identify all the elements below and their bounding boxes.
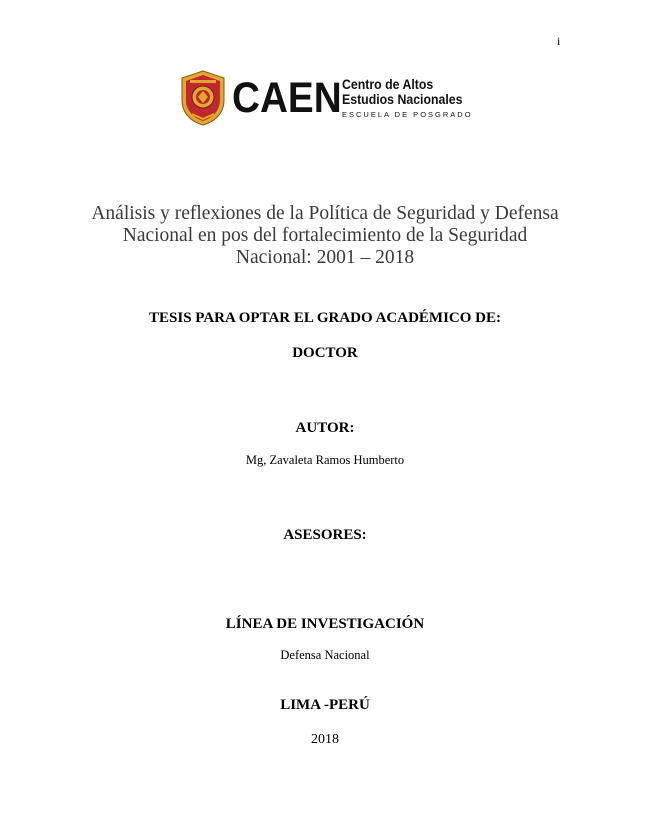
logo-wordmark: CAEN bbox=[232, 73, 342, 122]
author-label: AUTOR: bbox=[295, 420, 355, 436]
logo-institution-name bbox=[342, 77, 479, 119]
logo-line-1: Centro de Altos bbox=[342, 76, 434, 92]
title-line-3: Nacional: 2001 – 2018 bbox=[235, 247, 415, 268]
caen-seal-icon bbox=[180, 70, 226, 126]
advisors-label: ASESORES: bbox=[283, 527, 367, 543]
author-name: Mg, Zavaleta Ramos Humberto bbox=[245, 453, 405, 467]
year: 2018 bbox=[311, 732, 339, 747]
caen-logo bbox=[180, 68, 479, 128]
degree-name: DOCTOR bbox=[292, 345, 358, 361]
title-line-1: Análisis y reflexiones de la Política de Seguridad y Defensa bbox=[91, 203, 559, 224]
thesis-degree-label: TESIS PARA OPTAR EL GRADO ACADÉMICO DE: bbox=[149, 310, 501, 326]
thesis-title bbox=[0, 203, 650, 269]
research-line-label: LÍNEA DE INVESTIGACIÓN bbox=[225, 616, 425, 632]
logo-line-2: Estudios Nacionales bbox=[342, 91, 463, 107]
location: LIMA -PERÚ bbox=[280, 697, 370, 713]
logo-subline: ESCUELA DE POSGRADO bbox=[342, 110, 473, 119]
page-number: i bbox=[557, 34, 561, 48]
title-line-2: Nacional en pos del fortalecimiento de la Seguridad bbox=[122, 225, 528, 246]
research-line-value: Defensa Nacional bbox=[280, 648, 370, 662]
